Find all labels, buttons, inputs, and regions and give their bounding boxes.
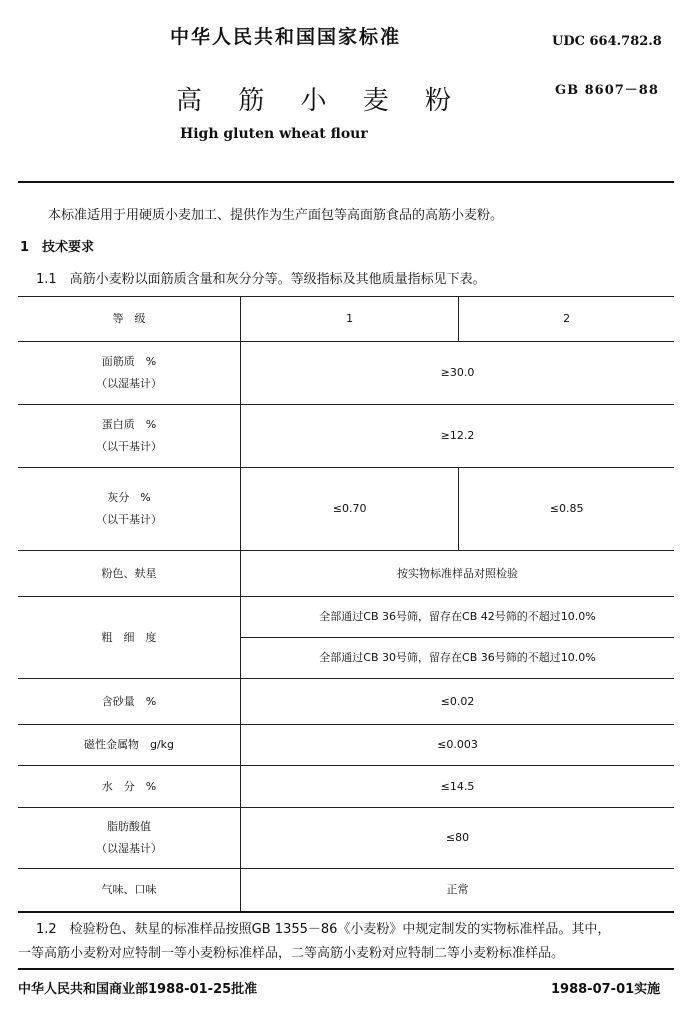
ash-grade-2-value: ≤0.85 [459,468,674,551]
header-rule [18,181,674,183]
approval-note: 中华人民共和国商业部1988-01-25批准 [18,982,258,997]
odor-label: 气味、口味 [18,869,241,912]
table-row [18,551,674,597]
fatty-acid-label-line2: （以湿基计） [96,842,162,855]
udc-number: UDC 664.782.8 [552,34,662,49]
clause-1-2-line1: 1.2 检验粉色、麸星的标准样品按照GB 1355－86《小麦粉》中规定制发的实物标准样品。其中， [36,922,611,937]
intro-paragraph: 本标准适用于用硬质小麦加工、提供作为生产面包等高面筋食品的高筋小麦粉。 [48,208,504,223]
footer-rule [18,968,674,970]
sand-label: 含砂量 % [18,679,241,725]
fatty-acid-label [18,808,241,869]
gluten-label-line1: 面筋质 % [101,355,157,368]
org-title: 中华人民共和国国家标准 [170,26,402,48]
ash-label [18,468,241,551]
grade-1-header: 1 [241,297,459,342]
table-row [18,766,674,808]
gb-number: GB 8607－88 [555,83,659,98]
protein-label [18,405,241,468]
fatty-acid-value: ≤80 [241,808,675,869]
protein-label-line1: 蛋白质 % [101,418,157,431]
ash-grade-1-value: ≤0.70 [241,468,459,551]
document-title-en: High gluten wheat flour [180,126,368,142]
odor-value: 正常 [241,869,675,912]
fatty-acid-label-line1: 脂肪酸值 [107,820,151,833]
table-row [18,405,674,468]
table-row [18,597,674,638]
section-heading: 1 技术要求 [20,240,95,255]
clause-1-2-line2: 一等高筋小麦粉对应特制一等小麦粉标准样品，二等高筋小麦粉对应特制二等小麦粉标准样品。 [18,946,565,961]
table-row [18,725,674,766]
protein-value: ≥12.2 [241,405,675,468]
sand-value: ≤0.02 [241,679,675,725]
table-row [18,869,674,912]
coarseness-value-1: 全部通过CB 36号筛，留存在CB 42号筛的不超过10.0% [241,597,675,638]
table-bottom-rule [18,911,674,913]
ash-label-line1: 灰分 % [107,491,151,504]
table-row [18,342,674,405]
clause-1-1: 1.1 高筋小麦粉以面筋质含量和灰分分等。等级指标及其他质量指标见下表。 [36,272,486,287]
document-title-cn: 高 筋 小 麦 粉 [176,86,466,116]
effective-date: 1988-07-01实施 [551,982,661,997]
magnetic-value: ≤0.003 [241,725,675,766]
ash-label-line2: （以干基计） [96,513,162,526]
grade-header-label: 等 级 [18,297,241,342]
gluten-label [18,342,241,405]
table-row [18,679,674,725]
coarseness-value-2: 全部通过CB 30号筛，留存在CB 36号筛的不超过10.0% [241,638,675,679]
table-row [18,468,674,551]
table-row [18,808,674,869]
color-label: 粉色、麸星 [18,551,241,597]
moisture-label: 水 分 % [18,766,241,808]
quality-table [18,296,674,912]
gluten-label-line2: （以湿基计） [96,377,162,390]
gluten-value: ≥30.0 [241,342,675,405]
grade-2-header: 2 [459,297,674,342]
color-value: 按实物标准样品对照检验 [241,551,675,597]
table-row [18,297,674,342]
magnetic-label: 磁性金属物 g/kg [18,725,241,766]
coarseness-label: 粗 细 度 [18,597,241,679]
protein-label-line2: （以干基计） [96,440,162,453]
moisture-value: ≤14.5 [241,766,675,808]
